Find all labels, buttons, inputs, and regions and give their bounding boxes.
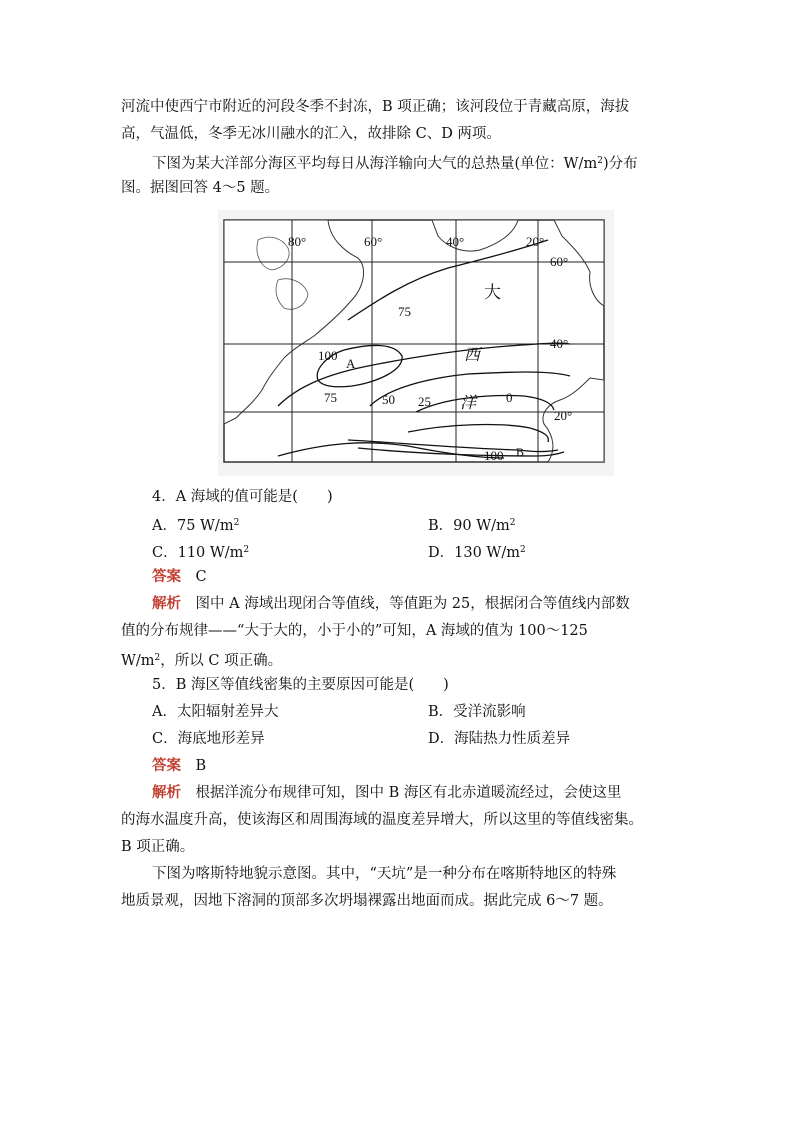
ocean-char-2: 西 [464,347,481,364]
contour-label-100-top: 100 [318,348,338,363]
q4-analysis-line-2: 值的分布规律——“大于大的，小于小的”可知，A 海域的值为 100～125 [121,623,588,639]
lon-label-20: 20° [526,234,545,249]
contour-label-75-lower: 75 [324,390,337,405]
figure-stem-line-2: 图。据图回答 4～5 题。 [121,180,280,196]
area-b-label: B [516,445,525,459]
q4-option-d[interactable]: D．130 $W/m^2$ [428,545,526,561]
lat-label-40: 40° [550,336,569,351]
intro-line-2: 高，气温低，冬季无冰川融水的汇入，故排除 C、D 两项。 [121,126,501,142]
ocean-heat-map [218,210,614,476]
figure-stem-line-1: 下图为某大洋部分海区平均每日从海洋输向大气的总热量(单位：$W/m^2$)分布 [152,156,638,172]
q5-option-d[interactable]: D．海陆热力性质差异 [428,731,571,747]
q5-stem: 5．B 海区等值线密集的主要原因可能是( ) [152,677,449,693]
q5-analysis-line-3: B 项正确。 [121,839,195,855]
intro-line-1: 河流中使西宁市附近的河段冬季不封冻，B 项正确；该河段位于青藏高原，海拔 [121,99,630,115]
lon-label-40: 40° [446,234,465,249]
ocean-char-3: 洋 [460,395,477,412]
contour-label-75-upper: 75 [398,304,411,319]
q4-option-c[interactable]: C．110 $W/m^2$ [152,545,250,561]
lon-label-80: 80° [288,234,307,249]
contour-label-50: 50 [382,392,395,407]
contour-label-25: 25 [418,394,431,409]
q4-analysis-line-3: $W/m^2$，所以 C 项正确。 [121,653,283,669]
q4-stem: 4．A 海域的值可能是( ) [152,489,333,505]
q5-option-a[interactable]: A．太阳辐射差异大 [152,704,279,720]
contour-label-100-bottom: 100 [484,448,504,463]
q4-option-b[interactable]: B．90 $W/m^2$ [428,518,516,534]
q5-answer: 答案 B [152,758,207,774]
next-stem-line-1: 下图为喀斯特地貌示意图。其中，“天坑”是一种分布在喀斯特地区的特殊 [152,866,617,882]
contour-label-0: 0 [506,390,513,405]
area-a-label: A [346,356,356,371]
lat-label-20: 20° [554,408,573,423]
lat-label-60: 60° [550,254,569,269]
lon-label-60: 60° [364,234,383,249]
q4-option-a[interactable]: A．75 $W/m^2$ [152,518,240,534]
q4-analysis-line-1: 解析 图中 A 海域出现闭合等值线，等值距为 25，根据闭合等值线内部数 [152,596,630,612]
q5-analysis-line-1: 解析 根据洋流分布规律可知，图中 B 海区有北赤道暖流经过，会使这里 [152,785,622,801]
q4-answer: 答案 C [152,569,207,585]
q5-analysis-line-2: 的海水温度升高，使该海区和周围海域的温度差异增大，所以这里的等值线密集。 [121,812,643,828]
q5-option-b[interactable]: B．受洋流影响 [428,704,526,720]
q5-option-c[interactable]: C．海底地形差异 [152,731,265,747]
ocean-char-1: 大 [484,283,501,302]
next-stem-line-2: 地质景观，因地下溶洞的顶部多次坍塌裸露出地面而成。据此完成 6～7 题。 [121,893,613,909]
